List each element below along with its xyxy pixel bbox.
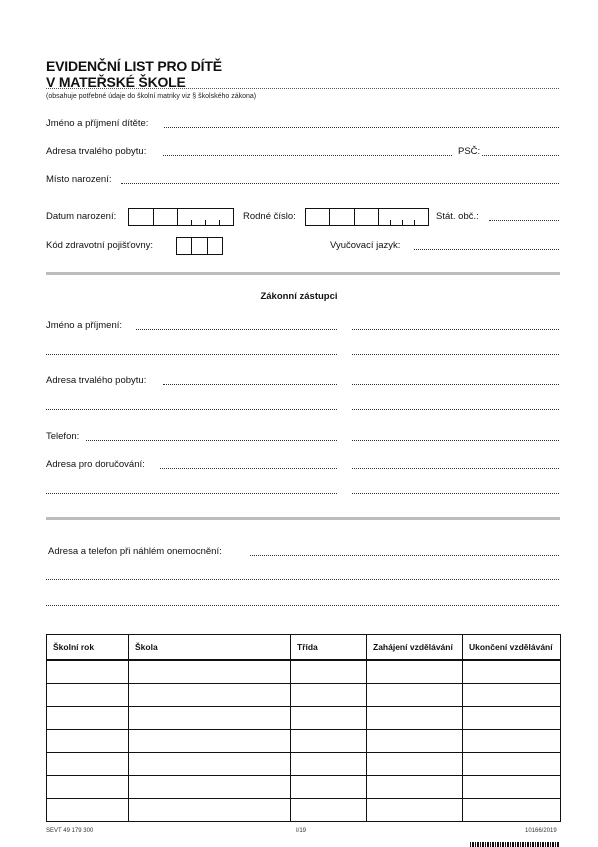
table-cell[interactable] (47, 776, 129, 799)
guardian2-address-line2[interactable] (352, 409, 559, 410)
birthdate-month-cell (154, 209, 179, 225)
table-cell[interactable] (129, 753, 291, 776)
footer-code-right: 10166/2019 (525, 828, 557, 834)
table-cell[interactable] (291, 684, 367, 707)
col-end: Ukončení vzdělávání (463, 635, 561, 661)
table-cell[interactable] (129, 707, 291, 730)
table-cell[interactable] (47, 660, 129, 684)
citizenship-field[interactable] (489, 220, 559, 221)
table-cell[interactable] (291, 753, 367, 776)
education-history-table (46, 634, 561, 822)
guardian2-delivery-field[interactable] (352, 468, 559, 469)
guardian1-address-line2[interactable] (46, 409, 337, 410)
footer-code-center: I/19 (296, 828, 307, 834)
guardian2-address-field[interactable] (352, 384, 559, 385)
footer-code-left: SEVT 49 179 300 (46, 828, 94, 834)
table-row (47, 707, 561, 730)
guardian-address-label: Adresa trvalého pobytu: (46, 375, 147, 386)
guardian-name-label: Jméno a příjmení: (46, 320, 123, 331)
table-row (47, 799, 561, 822)
birthnumber-cell-4 (379, 209, 428, 225)
language-field[interactable] (414, 249, 559, 250)
table-cell[interactable] (367, 707, 463, 730)
guardian1-name-line2[interactable] (46, 354, 337, 355)
insurance-cell-2 (192, 238, 207, 254)
table-cell[interactable] (367, 753, 463, 776)
table-row (47, 684, 561, 707)
birthnumber-field[interactable] (305, 208, 429, 226)
table-cell[interactable] (129, 684, 291, 707)
insurance-label: Kód zdravotní pojišťovny: (46, 240, 154, 251)
table-cell[interactable] (367, 730, 463, 753)
table-cell[interactable] (47, 684, 129, 707)
table-cell[interactable] (463, 660, 561, 684)
table-row (47, 776, 561, 799)
child-name-field[interactable] (164, 127, 559, 128)
form-subtitle: (obsahuje potřebné údaje do školní matriky viz § školského zákona) (46, 93, 257, 100)
psc-label: PSČ: (458, 146, 481, 157)
table-cell[interactable] (291, 707, 367, 730)
birthnumber-cell-1 (306, 209, 330, 225)
birthnumber-cell-2 (330, 209, 354, 225)
table-cell[interactable] (291, 660, 367, 684)
child-address-field[interactable] (163, 155, 452, 156)
guardian1-name-field[interactable] (136, 329, 337, 330)
guardian2-delivery-line2[interactable] (352, 493, 559, 494)
guardian2-phone-field[interactable] (352, 440, 559, 441)
title-divider (46, 88, 559, 89)
table-cell[interactable] (129, 730, 291, 753)
psc-field[interactable] (482, 155, 559, 156)
guardians-section-title: Zákonní zástupci (260, 291, 338, 302)
table-row (47, 730, 561, 753)
insurance-code-field[interactable] (176, 237, 223, 255)
table-cell[interactable] (291, 730, 367, 753)
guardian1-delivery-field[interactable] (160, 468, 337, 469)
table-cell[interactable] (47, 753, 129, 776)
birthnumber-label: Rodné číslo: (243, 211, 296, 222)
table-cell[interactable] (47, 799, 129, 822)
col-class: Třída (291, 635, 367, 661)
table-cell[interactable] (129, 799, 291, 822)
table-cell[interactable] (463, 730, 561, 753)
guardian2-name-line2[interactable] (352, 354, 559, 355)
table-cell[interactable] (463, 684, 561, 707)
birthplace-label: Místo narození: (46, 174, 112, 185)
guardian2-name-field[interactable] (352, 329, 559, 330)
table-cell[interactable] (367, 776, 463, 799)
table-row (47, 660, 561, 684)
table-cell[interactable] (463, 753, 561, 776)
col-school: Škola (129, 635, 291, 661)
birthdate-field[interactable] (128, 208, 234, 226)
birthplace-field[interactable] (121, 183, 559, 184)
table-cell[interactable] (367, 799, 463, 822)
table-cell[interactable] (291, 799, 367, 822)
child-name-label: Jméno a příjmení dítěte: (46, 118, 149, 129)
table-cell[interactable] (463, 799, 561, 822)
table-cell[interactable] (367, 660, 463, 684)
barcode-icon (470, 842, 560, 847)
table-row (47, 753, 561, 776)
birthdate-day-cell (129, 209, 154, 225)
birthnumber-cell-3 (355, 209, 379, 225)
table-cell[interactable] (129, 776, 291, 799)
guardian1-phone-field[interactable] (86, 440, 337, 441)
birthdate-year-cell (178, 209, 233, 225)
table-cell[interactable] (47, 730, 129, 753)
citizenship-label: Stát. obč.: (436, 211, 479, 222)
emergency-line3[interactable] (46, 605, 559, 606)
guardian-phone-label: Telefon: (46, 431, 80, 442)
table-cell[interactable] (463, 776, 561, 799)
form-title-line1: EVIDENČNÍ LIST PRO DÍTĚ (46, 58, 222, 74)
guardian1-address-field[interactable] (163, 384, 337, 385)
birthdate-label: Datum narození: (46, 211, 117, 222)
guardian-delivery-label: Adresa pro doručování: (46, 459, 145, 470)
col-school-year: Školní rok (47, 635, 129, 661)
child-address-label: Adresa trvalého pobytu: (46, 146, 147, 157)
form-title-line2: V MATEŘSKÉ ŠKOLE (46, 74, 186, 90)
emergency-field[interactable] (250, 555, 559, 556)
table-cell[interactable] (291, 776, 367, 799)
table-cell[interactable] (47, 707, 129, 730)
guardian1-delivery-line2[interactable] (46, 493, 337, 494)
table-cell[interactable] (463, 707, 561, 730)
language-label: Vyučovací jazyk: (330, 240, 401, 251)
insurance-cell-3 (208, 238, 222, 254)
emergency-label: Adresa a telefon při náhlém onemocnění: (48, 546, 222, 557)
table-cell[interactable] (367, 684, 463, 707)
table-cell[interactable] (129, 660, 291, 684)
section-separator-1 (46, 272, 560, 275)
insurance-cell-1 (177, 238, 192, 254)
col-start: Zahájení vzdělávání (367, 635, 463, 661)
section-separator-2 (46, 517, 560, 520)
table-header-row (47, 635, 561, 661)
emergency-line2[interactable] (46, 579, 559, 580)
